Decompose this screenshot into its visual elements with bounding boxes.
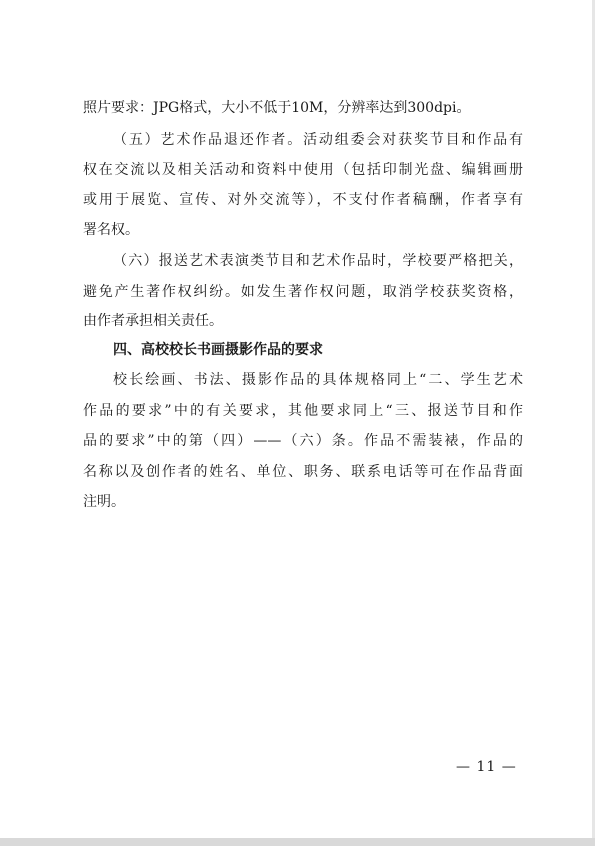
principal-works-line-3: 品的要求”中的第（四）——（六）条。作品不需装裱，作品的	[83, 433, 523, 449]
page-number: — 11 —	[456, 759, 517, 775]
principal-works-line-4: 名称以及创作者的姓名、单位、职务、联系电话等可在作品背面	[83, 464, 523, 480]
section-six-line-2: 避免产生著作权纠纷。如发生著作权问题，取消学校获奖资格，	[83, 284, 523, 300]
section-four-heading: 四、高校校长书画摄影作品的要求	[113, 342, 323, 358]
principal-works-line-5: 注明。	[83, 494, 125, 510]
principal-works-line-2: 作品的要求”中的有关要求，其他要求同上“三、报送节目和作	[83, 403, 523, 419]
section-six-line-1: （六）报送艺术表演类节目和艺术作品时，学校要严格把关，	[113, 253, 523, 269]
section-five-line-4: 署名权。	[83, 222, 139, 238]
page-bottom-divider	[0, 838, 595, 846]
section-six-line-3: 由作者承担相关责任。	[83, 313, 223, 329]
section-five-line-2: 权在交流以及相关活动和资料中使用（包括印制光盘、编辑画册	[83, 162, 523, 178]
section-five-line-3: 或用于展览、宣传、对外交流等），不支付作者稿酬，作者享有	[83, 192, 523, 208]
principal-works-line-1: 校长绘画、书法、摄影作品的具体规格同上“二、学生艺术	[113, 372, 523, 388]
photo-requirement-line: 照片要求：JPG格式，大小不低于10M，分辨率达到300dpi。	[83, 100, 471, 116]
section-five-line-1: （五）艺术作品退还作者。活动组委会对获奖节目和作品有	[113, 132, 523, 148]
